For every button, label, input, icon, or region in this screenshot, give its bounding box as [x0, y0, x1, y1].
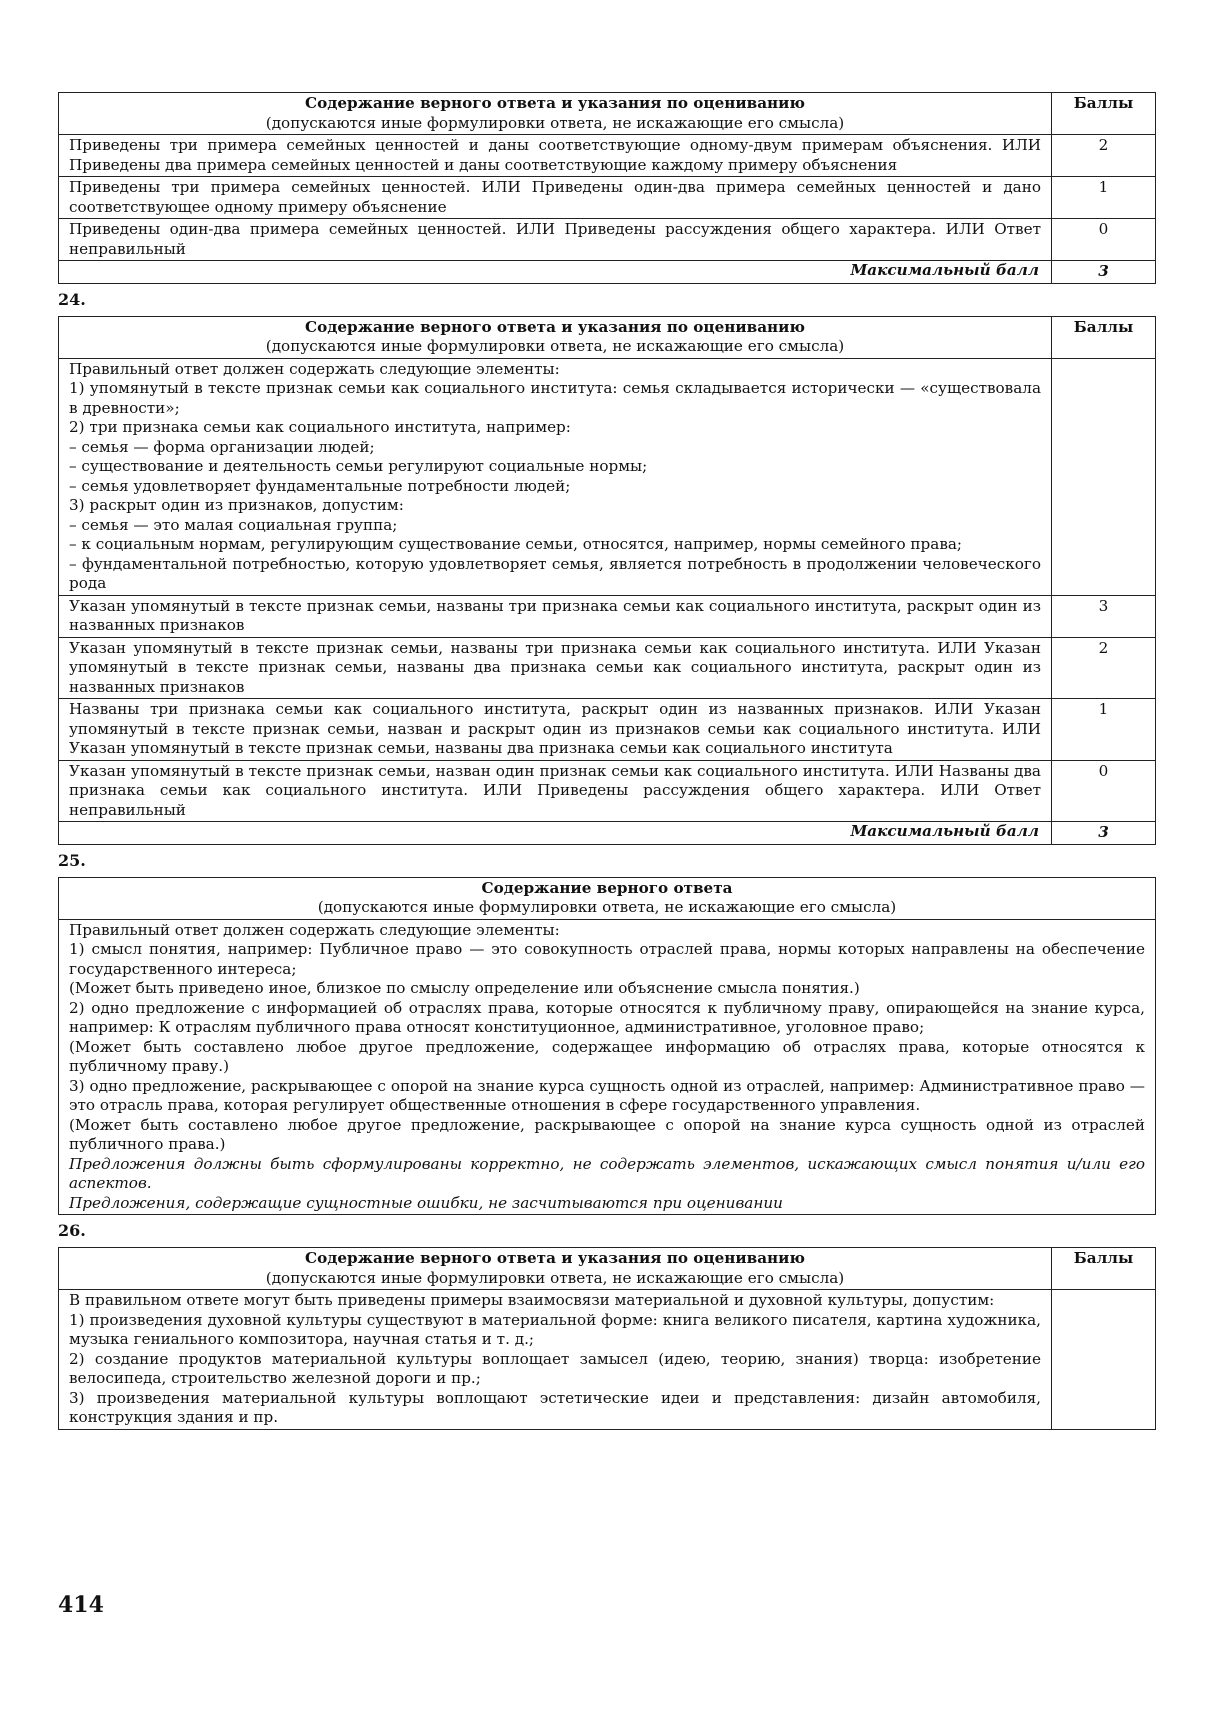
criterion-points: 0 — [1052, 760, 1156, 822]
max-score-row — [59, 822, 1156, 845]
header-title: Содержание верного ответа — [481, 878, 733, 897]
header-title: Содержание верного ответа и указания по оцениванию — [304, 1249, 805, 1267]
criterion-text: Указан упомянутый в тексте признак семьи, названы три признака семьи как социального института, раскрыт один из названных признаков — [59, 595, 1052, 637]
content-line: (Может быть составлено любое другое предложение, содержащее информацию об отраслях права, которые относятся к публичному праву.) — [69, 1037, 1145, 1075]
criterion-points: 2 — [1052, 637, 1156, 699]
table-row — [59, 699, 1156, 761]
criterion-points: 0 — [1052, 219, 1156, 261]
content-line: (Может быть составлено любое другое предложение, раскрывающее с опорой на знание курса сущность одной из отраслей публичного права.) — [69, 1115, 1145, 1153]
content-line: – семья удовлетворяет фундаментальные потребности людей; — [69, 476, 571, 495]
task-number-24: 24. — [58, 289, 86, 309]
criterion-text: Приведены три примера семейных ценностей и даны соответствующие одному-двум примерам объяснения. ИЛИ Приведены два примера семейных ценностей и даны соответствующие каждому примеру объяснения — [59, 135, 1052, 177]
points-header: Баллы — [1052, 93, 1156, 135]
max-score-label: Максимальный балл — [59, 261, 1052, 284]
content-line: 1) произведения духовной культуры существуют в материальной форме: книга великого писателя, картина художника, музыка гениального композитора, научная статья и т. д.; — [69, 1310, 1041, 1348]
task-number-26: 26. — [58, 1221, 86, 1240]
content-line: (Может быть приведено иное, близкое по смыслу определение или объяснение смысла понятия.) — [69, 979, 860, 997]
answer-table-25 — [58, 877, 1156, 1216]
points-header: Баллы — [1052, 316, 1156, 358]
header-cell — [59, 316, 1052, 358]
content-line: – фундаментальной потребностью, которую удовлетворяет семья, является потребность в продолжении человеческого рода — [69, 554, 1041, 592]
content-line: 2) три признака семьи как социального института, например: — [69, 418, 571, 436]
scoring-table-24 — [58, 316, 1156, 845]
content-line: – семья — это малая социальная группа; — [69, 515, 398, 534]
max-score-label: Максимальный балл — [59, 822, 1052, 845]
max-score-value: 3 — [1052, 261, 1156, 284]
answer-content — [59, 1290, 1052, 1430]
criterion-points: 1 — [1052, 177, 1156, 219]
criterion-text: Указан упомянутый в тексте признак семьи, названы три признака семьи как социального института. ИЛИ Указан упомянутый в тексте признак семьи, названы два признака семьи как социального института, раскрыт один из названных признаков — [59, 637, 1052, 699]
page-number: 414 — [58, 1592, 104, 1618]
header-title: Содержание верного ответа и указания по оцениванию — [304, 94, 805, 112]
content-line: 2) создание продуктов материальной культуры воплощает замысел (идею, теорию, знания) творца: изобретение велосипеда, строительство железной дороги и пр.; — [69, 1349, 1041, 1387]
answer-content-row — [59, 919, 1156, 1215]
table-header — [59, 93, 1156, 135]
task-number-25: 25. — [58, 850, 86, 870]
criterion-points: 1 — [1052, 699, 1156, 761]
header-subtitle: (допускаются иные формулировки ответа, не искажающие его смысла) — [265, 337, 845, 355]
content-line: Правильный ответ должен содержать следующие элементы: — [69, 359, 560, 378]
table-row — [59, 219, 1156, 261]
content-line: 3) произведения материальной культуры воплощают эстетические идеи и представления: дизайн автомобиля, конструкция здания и пр. — [69, 1388, 1041, 1426]
table-header — [59, 1248, 1156, 1290]
content-line: – к социальным нормам, регулирующим существование семьи, относятся, например, нормы семейного права; — [69, 535, 963, 553]
note-line: Предложения должны быть сформулированы корректно, не содержать элементов, искажающих смысл понятия и/или его аспектов. — [69, 1154, 1145, 1192]
answer-content — [59, 358, 1052, 595]
answer-content-row — [59, 358, 1156, 595]
criterion-points: 3 — [1052, 595, 1156, 637]
content-line: – существование и деятельность семьи регулируют социальные нормы; — [69, 457, 648, 475]
criterion-text: Приведены один-два примера семейных ценностей. ИЛИ Приведены рассуждения общего характера. ИЛИ Ответ неправильный — [59, 219, 1052, 261]
criterion-text: Указан упомянутый в тексте признак семьи, назван один признак семьи как социального института. ИЛИ Названы два признака семьи как социального института. ИЛИ Приведены рассуждения общего характера. ИЛИ Ответ неправильный — [59, 760, 1052, 822]
table-row — [59, 135, 1156, 177]
max-score-row — [59, 261, 1156, 284]
answer-content — [59, 919, 1156, 1215]
table-row — [59, 595, 1156, 637]
scoring-table-23 — [58, 92, 1156, 284]
page-content — [58, 92, 1156, 1430]
criterion-text: Приведены три примера семейных ценностей. ИЛИ Приведены один-два примера семейных ценностей и дано соответствующее одному примеру объяснение — [59, 177, 1052, 219]
criterion-points: 2 — [1052, 135, 1156, 177]
note-line: Предложения, содержащие сущностные ошибки, не засчитываются при оценивании — [69, 1193, 783, 1212]
table-row — [59, 760, 1156, 822]
content-line: 3) раскрыт один из признаков, допустим: — [69, 496, 404, 514]
table-header — [59, 316, 1156, 358]
header-cell — [59, 93, 1052, 135]
content-line: – семья — форма организации людей; — [69, 437, 375, 456]
header-cell — [59, 1248, 1052, 1290]
table-row — [59, 177, 1156, 219]
criterion-text: Названы три признака семьи как социального института, раскрыт один из названных признаков. ИЛИ Указан упомянутый в тексте признак семьи, назван и раскрыт один из признаков семьи как социального института. ИЛИ Указан упомянутый в тексте признак семьи, названы два признака семьи как социального института — [59, 699, 1052, 761]
max-score-value: 3 — [1052, 822, 1156, 845]
points-header: Баллы — [1052, 1248, 1156, 1290]
table-row — [59, 637, 1156, 699]
content-line: 1) смысл понятия, например: Публичное право — это совокупность отраслей права, нормы которых направлены на обеспечение государственного интереса; — [69, 940, 1145, 978]
content-line: 1) упомянутый в тексте признак семьи как социального института: семья складывается исторически — «существовала в древности»; — [69, 379, 1041, 417]
answer-content-row — [59, 1290, 1156, 1430]
header-subtitle: (допускаются иные формулировки ответа, не искажающие его смысла) — [265, 1268, 845, 1287]
header-title: Содержание верного ответа и указания по оцениванию — [304, 317, 805, 336]
header-cell — [59, 877, 1156, 919]
content-line: 3) одно предложение, раскрывающее с опорой на знание курса сущность одной из отраслей, например: Административное право — это отрасль права, которая регулирует общественные отношения в сфере государственного управления. — [69, 1076, 1145, 1114]
header-subtitle: (допускаются иные формулировки ответа, не искажающие его смысла) — [265, 113, 845, 132]
table-header — [59, 877, 1156, 919]
content-line: Правильный ответ должен содержать следующие элементы: — [69, 920, 560, 939]
content-line: В правильном ответе могут быть приведены примеры взаимосвязи материальной и духовной культуры, допустим: — [69, 1291, 995, 1309]
scoring-table-26 — [58, 1247, 1156, 1430]
content-line: 2) одно предложение с информацией об отраслях права, которые относятся к публичному праву, опирающейся на знание курса, например: К отраслям публичного права относят конституционное, административное, уголовное право; — [69, 998, 1145, 1036]
header-subtitle: (допускаются иные формулировки ответа, не искажающие его смысла) — [317, 898, 897, 916]
